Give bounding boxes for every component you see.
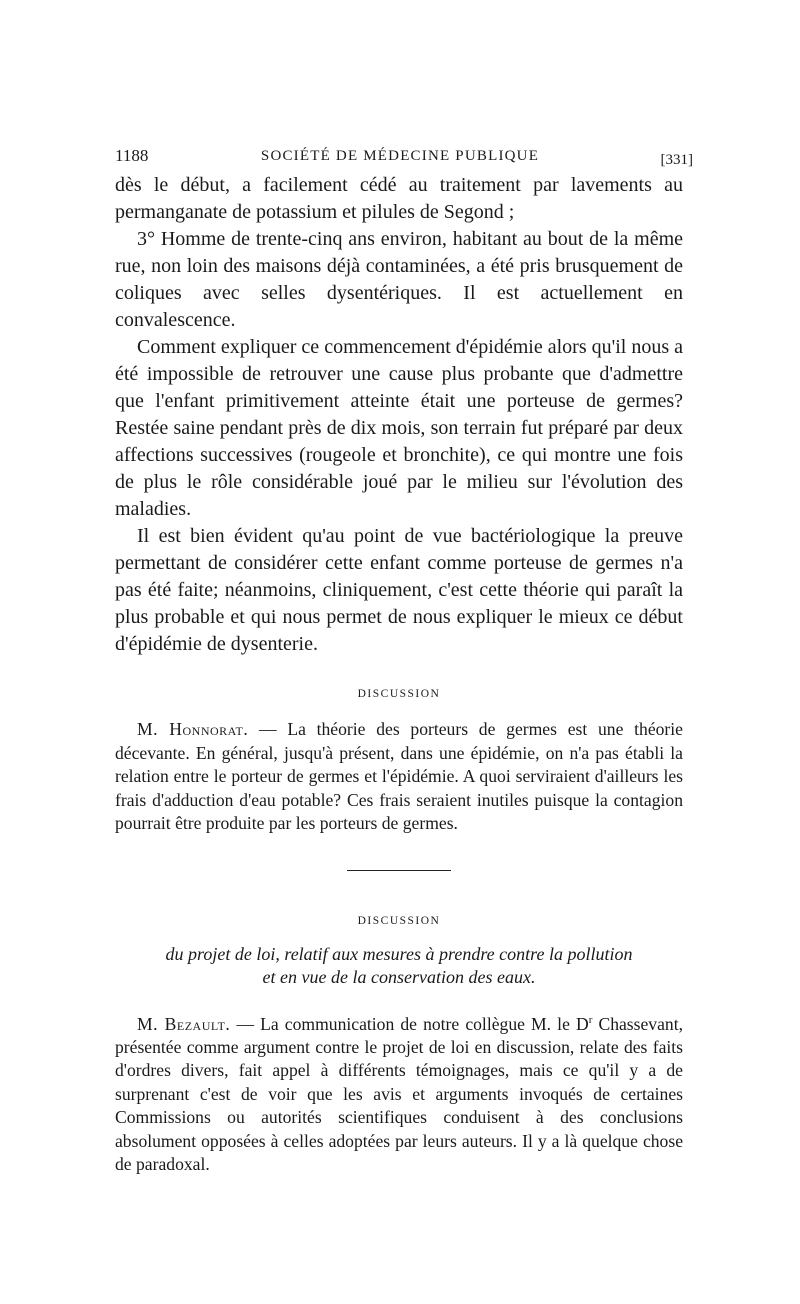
bezault-text-2: Chassevant, présentée comme argument contre le projet de loi en discussion, relate des faits d'ordres divers, fait appel à différents témoignages, mais ce qu'il y a de surprenant c'est de voir que les avis et arguments invoqués de certaines Commissions ou autorités scientifiques conduisent à des conclusions absolument opposées à celles adoptées par leurs auteurs. Il y a là quelque chose de paradoxal.: [115, 1013, 683, 1175]
speaker-bezault: M. Bezault.: [137, 1013, 231, 1034]
subtitle-line-1: du projet de loi, relatif aux mesures à prendre contre la pollution: [165, 943, 633, 964]
honnorat-paragraph: [115, 718, 683, 836]
body-text: [115, 172, 683, 1177]
honnorat-text: — La théorie des porteurs de germes est une théorie décevante. En général, jusqu'à présent, dans une épidémie, on n'a pas établi la relation entre le porteur de germes et l'épidémie. A quoi serviraient d'ailleurs les frais d'adduction d'eau potable? Ces frais seraient inutiles puisque la contagion pourrait être produite par les porteurs de germes.: [115, 719, 683, 833]
discussion-2: [115, 1009, 683, 1177]
running-title: SOCIÉTÉ DE MÉDECINE PUBLIQUE: [260, 148, 540, 164]
superscript-r: r: [588, 1013, 593, 1026]
discussion-1: [115, 718, 683, 836]
paragraph-4: Il est bien évident qu'au point de vue bactériologique la preuve permettant de considérer cette enfant comme porteuse de germes n'a pas été faite; néanmoins, cliniquement, c'est cette théorie qui paraît la plus probable et qui nous permet de nous expliquer le mieux ce début d'épidémie de dysenterie.: [115, 525, 683, 655]
bracket-page-number: [331]: [660, 152, 693, 168]
page-number: 1188: [115, 146, 149, 165]
bezault-text-1: — La communication de notre collègue M. le D: [230, 1013, 589, 1034]
paragraph-2: 3° Homme de trente-cinq ans environ, habitant au bout de la même rue, non loin des maisons déjà contaminées, a été pris brusquement de coliques avec selles dysentériques. Il est actuellement en convalescence.: [115, 228, 683, 331]
main-text: [115, 172, 683, 658]
paragraph-1: dès le début, a facilement cédé au traitement par lavements au permanganate de potassium et pilules de Segond ;: [115, 174, 683, 223]
discussion-heading-2: DISCUSSION: [357, 914, 441, 927]
discussion-heading-1: DISCUSSION: [357, 688, 441, 700]
page-header: [115, 146, 693, 172]
speaker-honnorat: M. Honnorat.: [137, 719, 249, 739]
discussion-subtitle: [115, 943, 683, 989]
subtitle-line-2: et en vue de la conservation des eaux.: [262, 966, 536, 987]
bezault-paragraph: [115, 1009, 683, 1177]
paragraph-3: Comment expliquer ce commencement d'épidémie alors qu'il nous a été impossible de retrouver une cause plus probante que d'admettre que l'enfant primitivement atteinte était une porteuse de germes? Restée saine pendant près de dix mois, son terrain fut préparé par deux affections successives (rougeole et bronchite), ce qui montre une fois de plus le rôle considérable joué par le milieu sur l'évolution des maladies.: [115, 336, 683, 520]
